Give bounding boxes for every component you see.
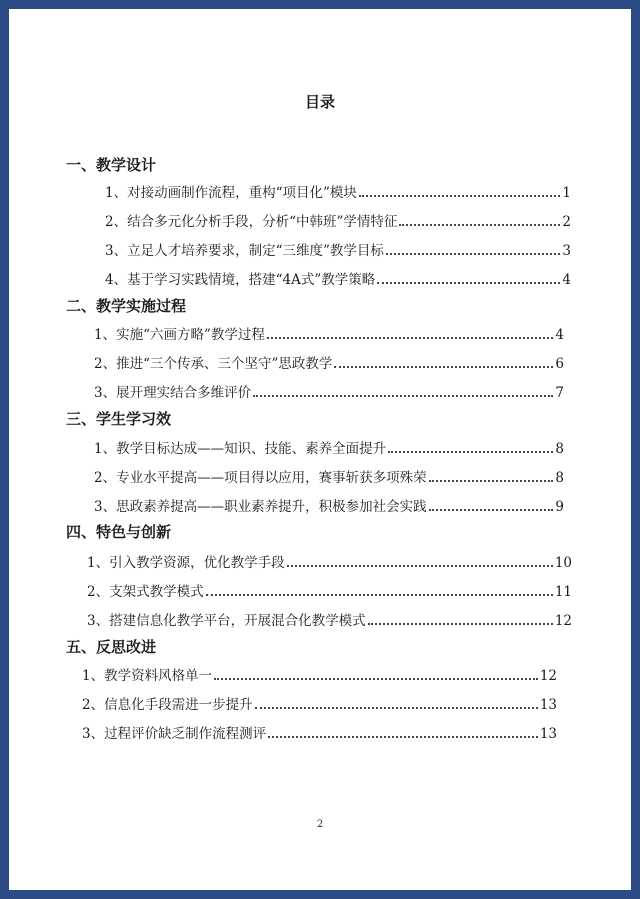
section-heading: 三、学生学习效 (66, 410, 172, 428)
toc-entry-page: 8 (555, 470, 564, 486)
dot-leader (388, 442, 553, 453)
dot-leader (386, 244, 561, 255)
toc-entry-text: 2、支架式教学模式 (87, 584, 204, 600)
dot-leader (399, 215, 560, 226)
page-number: 2 (316, 819, 324, 830)
document-page (9, 9, 631, 890)
dot-leader (268, 727, 538, 738)
toc-entry-text: 3、思政素养提高——职业素养提升，积极参加社会实践 (94, 499, 427, 515)
toc-entry-page: 6 (555, 356, 564, 372)
section-heading: 二、教学实施过程 (66, 297, 187, 315)
toc-entry-text: 2、专业水平提高——项目得以应用，赛事斩获多项殊荣 (94, 470, 427, 486)
dot-leader (255, 698, 538, 709)
dot-leader (429, 471, 554, 482)
toc-entry-page: 10 (554, 555, 572, 571)
toc-entry-page: 4 (555, 327, 564, 343)
toc-entry[interactable] (105, 268, 571, 288)
toc-entry-text: 1、实施“六画方略”教学过程 (94, 327, 265, 343)
toc-entry-text: 4、基于学习实践情境，搭建“4A式”教学策略 (105, 272, 376, 288)
dot-leader (429, 500, 554, 511)
toc-entry[interactable] (94, 495, 564, 515)
toc-entry-page: 4 (562, 272, 571, 288)
toc-entry-text: 3、展开理实结合多维评价 (94, 385, 252, 401)
section-heading: 一、教学设计 (66, 156, 157, 174)
toc-entry-page: 3 (562, 243, 571, 259)
dot-leader (206, 585, 553, 596)
toc-entry[interactable] (82, 722, 557, 742)
toc-entry-text: 2、推进“三个传承、三个坚守”思政教学 (94, 356, 333, 372)
toc-entry-text: 2、信息化手段需进一步提升 (82, 697, 253, 713)
toc-entry-page: 11 (554, 584, 572, 600)
toc-entry-page: 9 (555, 499, 564, 515)
toc-entry[interactable] (105, 210, 571, 230)
toc-entry-text: 3、搭建信息化教学平台，开展混合化教学模式 (87, 613, 366, 629)
toc-entry[interactable] (94, 323, 564, 343)
toc-entry[interactable] (82, 693, 557, 713)
toc-entry-text: 3、立足人才培养要求，制定“三维度”教学目标 (105, 243, 384, 259)
dot-leader (214, 669, 538, 680)
section-heading: 五、反思改进 (66, 638, 157, 656)
toc-entry-page: 13 (539, 697, 557, 713)
toc-entry[interactable] (87, 609, 572, 629)
toc-title: 目录 (304, 93, 335, 111)
dot-leader (368, 614, 553, 625)
toc-entry-text: 1、对接动画制作流程，重构“项目化”模块 (105, 185, 357, 201)
toc-entry[interactable] (87, 580, 572, 600)
toc-entry[interactable] (94, 381, 564, 401)
toc-entry[interactable] (94, 437, 564, 457)
section-heading: 四、特色与创新 (66, 523, 172, 541)
dot-leader (377, 273, 560, 284)
toc-entry-page: 13 (539, 726, 557, 742)
dot-leader (359, 186, 561, 197)
toc-entry-text: 1、教学资料风格单一 (82, 668, 213, 684)
toc-entry-page: 12 (539, 668, 557, 684)
toc-entry-page: 2 (562, 214, 571, 230)
toc-entry[interactable] (94, 466, 564, 486)
dot-leader (267, 328, 554, 339)
toc-entry-page: 8 (555, 441, 564, 457)
toc-entry-page: 7 (555, 385, 564, 401)
toc-entry-text: 3、过程评价缺乏制作流程测评 (82, 726, 267, 742)
toc-entry[interactable] (105, 181, 571, 201)
toc-entry-page: 1 (562, 185, 571, 201)
dot-leader (253, 386, 553, 397)
toc-entry[interactable] (94, 352, 564, 372)
toc-entry[interactable] (87, 551, 572, 571)
toc-entry[interactable] (105, 239, 571, 259)
dot-leader (334, 357, 553, 368)
toc-entry-text: 1、教学目标达成——知识、技能、素养全面提升 (94, 441, 387, 457)
toc-entry-page: 12 (554, 613, 572, 629)
toc-entry-text: 2、结合多元化分析手段，分析“中韩班”学情特征 (105, 214, 398, 230)
dot-leader (287, 556, 553, 567)
toc-entry[interactable] (82, 664, 557, 684)
toc-entry-text: 1、引入教学资源，优化教学手段 (87, 555, 285, 571)
